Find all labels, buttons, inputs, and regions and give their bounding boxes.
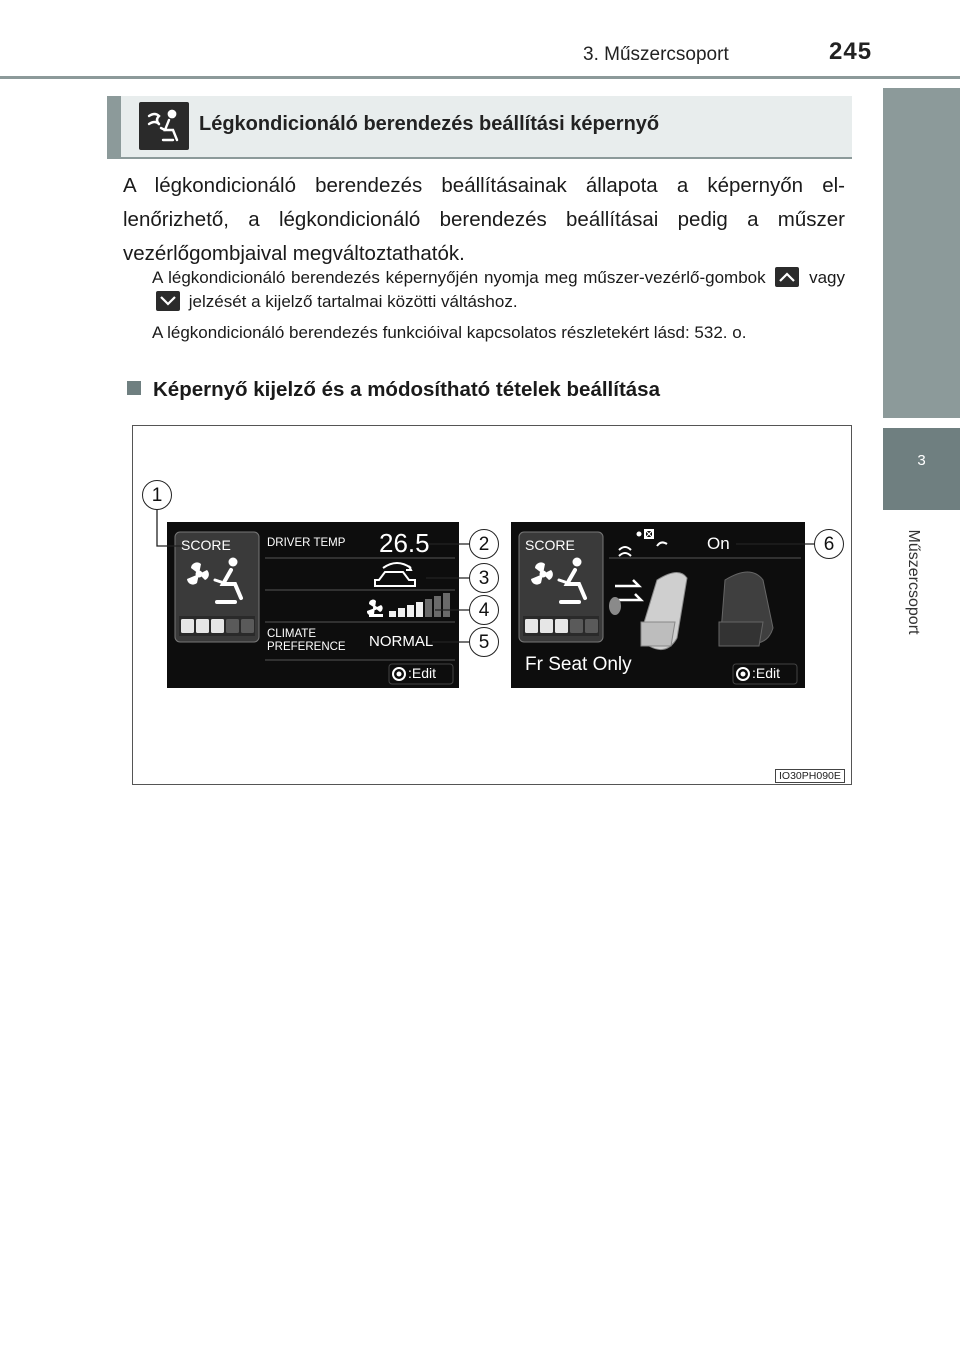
ac-settings-screen — [167, 522, 459, 688]
bullet-square-icon — [127, 381, 141, 395]
climate-preference-value: NORMAL — [369, 633, 434, 650]
header-section-title: 3. Műszercsoport — [583, 44, 729, 65]
car-recirculation-icon — [375, 563, 415, 586]
edit-knob-icon — [393, 668, 405, 680]
score-segment — [196, 619, 209, 633]
note1-text-part2: vagy — [809, 268, 845, 287]
climate-preference-label-1: CLIMATE — [267, 628, 316, 640]
note-switch-display — [152, 266, 845, 314]
subheading — [127, 378, 660, 402]
header-rule — [0, 76, 960, 79]
score-segment — [555, 619, 568, 633]
score-segment — [181, 619, 194, 633]
edit-label: :Edit — [408, 665, 437, 681]
fan-speed-segment — [443, 593, 450, 617]
fan-speed-segment — [416, 602, 423, 617]
score-segment — [241, 619, 254, 633]
score-bar — [525, 619, 598, 633]
side-tab-chapter-number: 3 — [883, 428, 960, 510]
edit-label: :Edit — [752, 665, 781, 681]
up-button-icon — [775, 267, 799, 287]
fan-speed-bars — [389, 593, 450, 617]
figure-code: IO30PH090E — [775, 769, 845, 783]
front-seat-illustration — [609, 572, 687, 649]
callout-4: 4 — [469, 595, 499, 625]
fan-speed-segment — [407, 605, 414, 617]
page-number: 245 — [829, 38, 873, 65]
callout-5: 5 — [469, 627, 499, 657]
rear-seat-illustration — [719, 572, 773, 646]
subheading-text: Képernyő kijelző és a módosítható tételek beállítása — [153, 378, 660, 401]
score-segment — [525, 619, 538, 633]
side-tab-label-text: Műszercsoport — [904, 529, 922, 635]
note1-text-part3: jelzését a kijelző tartalmai közötti váltáshoz. — [188, 292, 518, 311]
score-segment — [570, 619, 583, 633]
edit-knob-icon — [737, 668, 749, 680]
seat-airflow-icon — [619, 530, 667, 556]
section-title: Légkondicionáló berendezés beállítási képernyő — [199, 113, 660, 135]
score-segment — [226, 619, 239, 633]
fan-speed-icon — [367, 600, 383, 617]
score-label: SCORE — [181, 537, 231, 553]
fan-speed-segment — [398, 608, 405, 617]
climate-preference-label-2: PREFERENCE — [267, 641, 346, 653]
down-button-icon — [156, 291, 180, 311]
side-tab-label — [883, 510, 960, 670]
section-title-box — [107, 96, 852, 159]
score-segment — [540, 619, 553, 633]
callout-1: 1 — [142, 480, 172, 510]
fan-speed-segment — [389, 611, 396, 617]
seat-mode-screen — [511, 522, 805, 688]
callout-3: 3 — [469, 563, 499, 593]
driver-temp-label: DRIVER TEMP — [267, 537, 346, 549]
seat-mode-label: Fr Seat Only — [525, 654, 632, 675]
note-reference: A légkondicionáló berendezés funkcióival kapcsolatos részletekért lásd: 532. o. — [152, 323, 747, 342]
score-bar — [181, 619, 254, 633]
score-segment — [211, 619, 224, 633]
side-tab-bar — [883, 88, 960, 418]
status-value: On — [707, 534, 730, 553]
ac-person-icon — [139, 102, 189, 150]
intro-paragraph: A légkondicionáló berendezés beállításainak állapota a képernyőn el-lenőrizhető, a légkondicionáló berendezés beállításai pedig a műszer vezérlőgombjaival megváltoztathatók. — [123, 174, 845, 265]
fan-speed-segment — [434, 596, 441, 617]
temperature-value: 26.5 — [379, 528, 430, 558]
callout-6: 6 — [814, 529, 844, 559]
note1-text-part1: A légkondicionáló berendezés képernyőjén nyomja meg műszer-vezérlő-gombok — [152, 268, 766, 287]
fan-speed-segment — [425, 599, 432, 617]
score-label: SCORE — [525, 537, 575, 553]
callout-2: 2 — [469, 529, 499, 559]
score-segment — [585, 619, 598, 633]
